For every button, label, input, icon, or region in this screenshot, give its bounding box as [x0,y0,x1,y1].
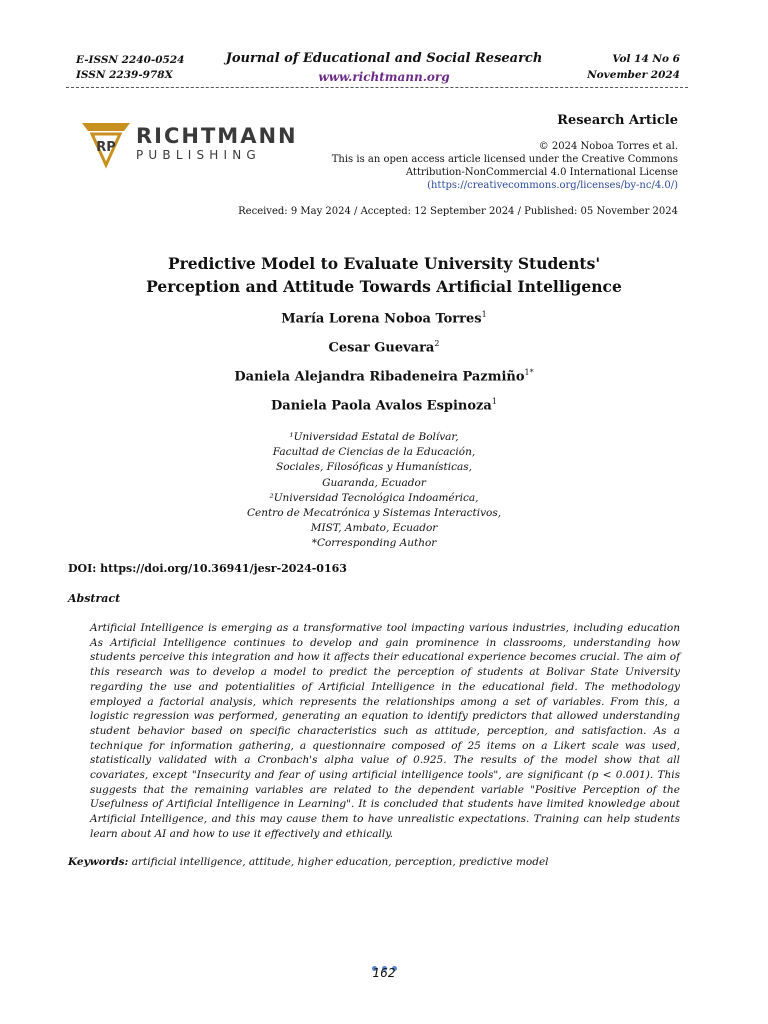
author-affiliation-mark: 1 [481,310,487,319]
author-name: María Lorena Noboa Torres [281,311,482,327]
author-affiliation-mark: 1 [491,397,497,406]
article-type: Research Article [557,113,678,128]
affiliation-line: Centro de Mecatrónica y Sistemas Interactivos, [246,507,502,520]
journal-website[interactable]: www.richtmann.org [318,70,450,84]
keywords-label: Keywords: [68,856,129,868]
header-divider [66,87,688,88]
author-4 [0,397,768,413]
richtmann-logo-mark [80,119,132,169]
article-title [0,252,768,298]
license-line-1: This is an open access article licensed under the Creative Commons [331,154,678,165]
affiliation-line: Sociales, Filosóficas y Humanísticas, [276,461,472,474]
publication-dates: Received: 9 May 2024 / Accepted: 12 September 2024 / Published: 05 November 2024 [238,206,678,217]
author-2 [0,339,768,355]
abstract-body: Artificial Intelligence is emerging as a transformative tool impacting various industries, including education As Artificial Intelligence continues to develop and gain prominence in classrooms, understanding how students perceive this integration and how it affects their educational experience becomes crucial. The aim of this research was to develop a model to predict the perception of students at Bolivar State University regarding the use and potentialities of Artificial Intelligence in the educational field. The methodology employed a factorial analysis, which represents the relationships among a set of variables. From this, a logistic regression was performed, generating an equation to identify predictors that allowed understanding student behavior based on specific characteristics such as attitude, perception, and satisfaction. As a technique for information gathering, a questionnaire composed of 25 items on a Likert scale was used, statistically validated with a Cronbach's alpha value of 0.925. The results of the model show that all covariates, except "Insecurity and fear of using artificial intelligence tools", are significant (p < 0.001). This suggests that the remaining variables are related to the dependent variable "Positive Perception of the Usefulness of Artificial Intelligence in Learning". It is concluded that students have limited knowledge about Artificial Intelligence, and this may cause them to have unrealistic expectations. Training can help students learn about AI and how to use it effectively and ethically. [90,622,680,840]
author-name: Daniela Alejandra Ribadeneira Pazmiño [234,369,525,385]
affiliation-line: MIST, Ambato, Ecuador [310,522,438,535]
affiliation-line: *Corresponding Author [311,537,437,550]
eissn: E-ISSN 2240-0524 [76,54,185,66]
keywords-value: artificial intelligence, attitude, higher education, perception, predictive model [131,856,549,868]
affiliation-line: Facultad de Ciencias de la Educación, [272,446,476,459]
affiliation-line: ¹Universidad Estatal de Bolívar, [289,431,459,443]
logo-subtitle: PUBLISHING [136,148,261,162]
logo-mark-text: RP [96,140,116,155]
affiliations [0,430,748,552]
issn: ISSN 2239-978X [76,69,173,81]
author-3 [0,368,768,384]
page-number: 162 [372,966,396,980]
keywords [68,856,549,868]
license-line-2: Attribution-NonCommercial 4.0 International License [405,167,678,178]
title-line-1: Predictive Model to Evaluate University Students' [167,254,601,273]
license-link[interactable]: (https://creativecommons.org/licenses/by-nc/4.0/) [427,180,678,191]
author-name: Cesar Guevara [328,340,435,356]
volume: Vol 14 No 6 [612,53,680,65]
affiliation-line: Guaranda, Ecuador [322,476,426,489]
copyright: © 2024 Noboa Torres et al. [538,141,678,152]
author-affiliation-mark: 1* [524,368,534,377]
issue-date: November 2024 [587,69,680,81]
affiliation-line: ²Universidad Tecnológica Indoamérica, [269,491,479,504]
author-name: Daniela Paola Avalos Espinoza [271,398,492,414]
journal-title: Journal of Educational and Social Research [225,51,543,66]
author-affiliation-mark: 2 [434,339,440,348]
title-line-2: Perception and Attitude Towards Artificial Intelligence [146,277,622,296]
author-1 [0,310,768,326]
license-block [318,140,678,192]
doi[interactable]: DOI: https://doi.org/10.36941/jesr-2024-0163 [68,562,347,575]
logo-name: RICHTMANN [136,124,298,148]
abstract-heading: Abstract [68,592,121,605]
issue-block [587,51,680,83]
publisher-logo [80,117,298,169]
